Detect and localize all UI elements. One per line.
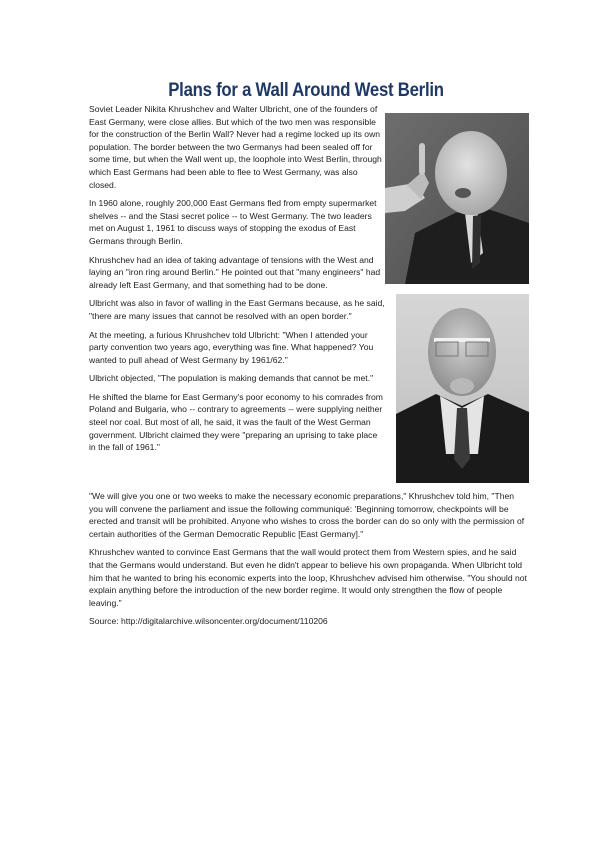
ulbricht-photo [396, 294, 529, 483]
khrushchev-photo-art [385, 113, 529, 284]
paragraph-iron-ring: Khrushchev had an idea of taking advantage of tensions with the West and laying an "iron ring around Berlin." He pointed out that "many engineers" had already left East Germany, and that something had to be done. [89, 254, 381, 290]
paragraph-1960: In 1960 alone, roughly 200,000 East Germans fled from empty supermarket shelves -- and the Stasi secret police -- to West Germany. The two leaders met on August 1, 1961 to discuss ways of stopping the exodus of East Germans through Berlin. [89, 198, 377, 246]
paragraph-intro: Soviet Leader Nikita Khrushchev and Walter Ulbricht, one of the founders of East Germany, were close allies. But which of the two men was responsible for the construction of the Berlin Wall? Never had a regime locked up its own population. The border between the two Germanys had been sealed off for some time, but when the Wall went up, the loophole into West Berlin, through which East Germans had been able to flee to West Germany, was also closed. [89, 104, 382, 190]
paragraph-communique: "We will give you one or two weeks to make the necessary economic preparations," Khrushchev told him, "Then you will convene the parliament and issue the following communiqué: 'Beginning tomorrow, checkpoints will be erected and transit will be prohibited. Anyone who wishes to cross the border can do so only with the permission of certain authorities of the German Democratic Republic [East Germany]." [89, 491, 525, 539]
left-column [89, 103, 385, 460]
paragraph-ulbricht-favor: Ulbricht was also in favor of walling in the East Germans because, as he said, "there are many issues that cannot be resolved with an open border." [89, 298, 385, 321]
paragraph-blame: He shifted the blame for East Germany's poor economy to his comrades from Poland and Bulgaria, who -- contrary to agreements -- were supplying neither steel nor coal. But most of all, he said, it was the fault of the West German government. Ulbricht claimed they were "preparing an uprising to take place in the fall of 1961." [89, 391, 383, 453]
ulbricht-photo-art [396, 294, 529, 483]
page-title: Plans for a Wall Around West Berlin [168, 79, 444, 101]
paragraph-propaganda: Khrushchev wanted to convince East Germans that the wall would protect them from Western spies, and he said that the Germans would understand. But even he didn't appear to believe his own propaganda. When Ulbricht told him that he wanted to bring his economic experts into the loop, Khrushchev advised him otherwise. "You should not explain anything before the introduction of the new border regime. It would only strengthen the flow of people leaving." [89, 547, 527, 608]
paragraph-objected: Ulbricht objected, "The population is making demands that cannot be met." [89, 373, 374, 384]
full-width-section [89, 490, 529, 634]
khrushchev-photo [385, 113, 529, 284]
source-citation: Source: http://digitalarchive.wilsoncenter.org/document/110206 [89, 616, 328, 627]
paragraph-meeting: At the meeting, a furious Khrushchev told Ulbricht: "When I attended your party convention two years ago, everything was fine. What happened? You wanted to pull ahead of West Germany by 1961/62." [89, 329, 374, 365]
